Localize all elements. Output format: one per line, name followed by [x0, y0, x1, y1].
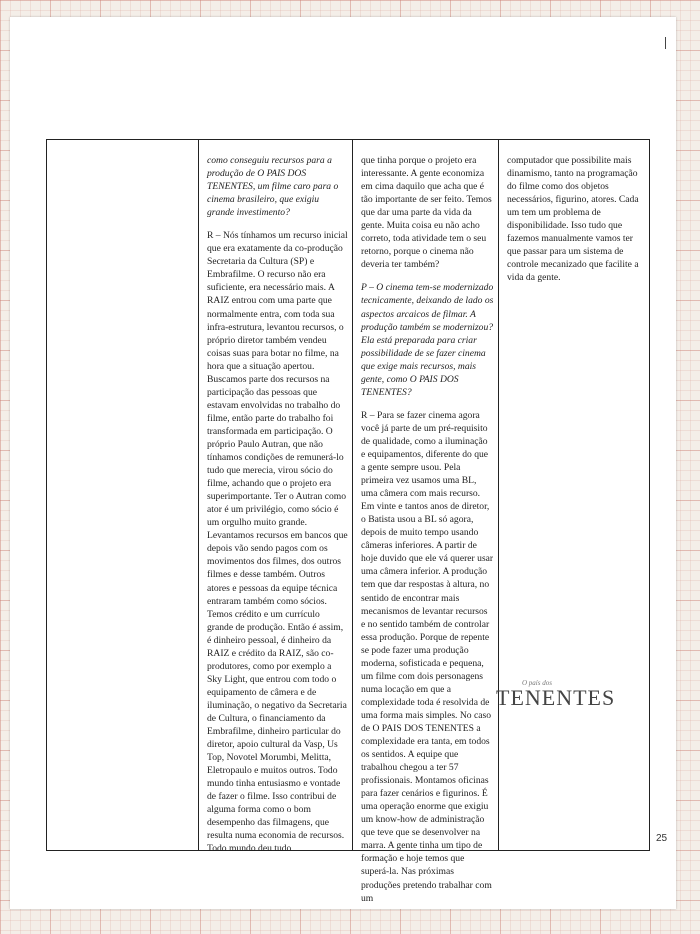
answer-2-continuation: computador que possibilite mais dinamismo, tanto na programação do filme como dos objetos necessários, figurino, atores. Cada um tem um problema de disponibilidade. Isso tudo que fazemos manualmente vamos ter que passar para um sistema de controle mecanizado que facilite a vida da gente.: [507, 155, 639, 284]
answer-2: R – Para se fazer cinema agora você já parte de um pré-requisito de qualidade, como a iluminação e equipamentos, diferente do que a gente sempre usou. Pela primeira vez usamos uma BL, uma câmera com mais recurso. Em vinte e tantos anos de diretor, o Batista usou a BL só agora, depois de muito tempo usando câmeras inferiores. A partir de hoje duvido que ele vá querer usar uma câmera inferior. A produção tem que dar respostas à altura, no sentido de encontrar mais mecanismos de levantar recursos e no sentido também de controlar essa produção. Porque de repente se pode fazer uma produção moderna, sofisticada e pequena, um filme com dois personagens numa locação em que a complexidade toda é resolvida de uma forma mais simples. No caso de O PAIS DOS TENENTES a complexidade era tanta, em todos os sentidos. A equipe que trabalhou chegou a ter 57 profissionais. Montamos oficinas para fazer cenários e figurinos. É uma operação enorme que exigiu um know-how de administração que teve que se desenvolver na marra. A gente tinha um tipo de formação e hoje temos que superá-la. Nas próximas produções pretendo trabalhar com um: [361, 409, 494, 904]
column-4: [499, 140, 649, 850]
question-1: como conseguiu recursos para a produção de O PAIS DOS TENENTES, um filme caro para o cinema brasileiro, que exigiu grande investimento?: [207, 155, 339, 219]
column-3: [353, 140, 499, 904]
paper-sheet: [10, 17, 676, 909]
column-2: [199, 140, 353, 855]
answer-1-continuation: que tinha porque o projeto era interessante. A gente economiza em cima daquilo que acha que é tão importante de ser feito. Temos que dar uma parte da vida da gente. Muita coisa eu não acho correto, toda atividade tem o seu retorno, porque o cinema não deveria ter também?: [361, 155, 492, 271]
film-logo-small-text: O país dos: [522, 679, 552, 687]
page-number: 25: [656, 833, 668, 844]
question-2: P – O cinema tem-se modernizado tecnicamente, deixando de lado os aspectos arcaicos de filmar. A produção também se modernizou? Ela está preparada para criar possibilidade de se fazer cinema que exige mais recursos, mais gente, como O PAIS DOS TENENTES?: [361, 282, 494, 398]
column-empty: [47, 140, 199, 850]
text-frame: [46, 139, 650, 904]
corner-mark: [665, 37, 666, 49]
answer-1: R – Nós tínhamos um recurso inicial que era exatamente da co-produção Secretaria da Cultura (SP) e Embrafilme. O recurso não era suficiente, era necessário mais. A RAIZ entrou com uma parte que normalmente entra, com toda sua infra-estrutura, levantou recursos, o próprio diretor também vendeu coisas suas para botar no filme, na hora que a situação apertou. Buscamos parte dos recursos na participação das pessoas que estavam envolvidas no trabalho do filme, então parte do trabalho foi transformada em participação. O próprio Paulo Autran, que não tínhamos condições de remunerá-lo tudo que merecia, virou sócio do filme, achando que o projeto era superimportante. Ter o Autran como ator é um privilégio, como sócio é um orgulho muito grande. Levantamos recursos em bancos que depois vão sendo pagos com os movimentos dos filmes, dos outros filmes e desse também. Outros atores e pessoas da equipe técnica entraram também como sócios. Temos crédito e um currículo grande de produção. Então é assim, é dinheiro pessoal, é dinheiro da RAIZ e crédito da RAIZ, são co-produtores, como por exemplo a Sky Light, que entrou com todo o equipamento de câmera e de iluminação, o negativo da Secretaria de Cultura, o financiamento da Embrafilme, dinheiro particular do diretor, apoio cultural da Vasp, Us Top, Novotel Morumbi, Melitta, Eletropaulo e muitos outros. Todo mundo tinha entusiasmo e vontade de fazer o filme. Isso contribui de alguma forma como o bom desempenho das filmagens, que resulta numa economia de recursos. Todo mundo deu tudo: [207, 230, 348, 855]
film-logo: TENENTES: [496, 685, 616, 710]
